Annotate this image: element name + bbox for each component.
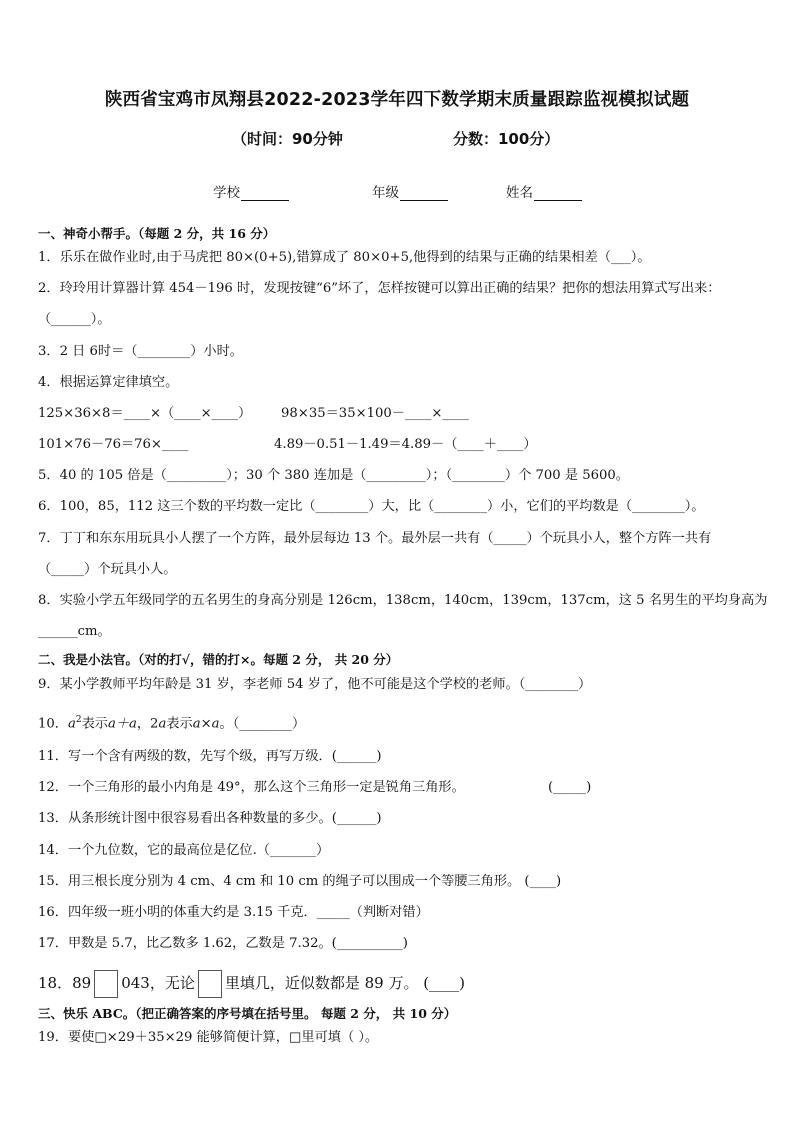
- question-4d: 4.89－0.51－1.49＝4.89－（____＋____）: [274, 437, 537, 452]
- question-18-part1: 18．89: [38, 974, 92, 992]
- field-grade-blank[interactable]: [400, 186, 448, 201]
- question-16: 16．四年级一班小明的体重大约是 3.15 千克．_____（判断对错）: [38, 905, 429, 920]
- section-2-heading: 二、我是小法官。（对的打√，错的打×。每题 2 分， 共 20 分）: [38, 652, 399, 667]
- digit-box[interactable]: [94, 970, 118, 998]
- question-10: [38, 711, 305, 733]
- question-19: 19．要使□×29＋35×29 能够简便计算，□里可填（ ）。: [38, 1030, 379, 1045]
- question-18-part3: 里填几，近似数都是 89 万。 (____): [224, 974, 465, 992]
- question-4b: 98×35＝35×100－____×____: [281, 406, 469, 421]
- question-7-line2: （_____）个玩具小人。: [38, 562, 177, 577]
- subtitle-score: 分数：100分）: [453, 130, 560, 148]
- field-name-label: 姓名: [506, 185, 533, 201]
- field-school-blank[interactable]: [241, 186, 289, 201]
- question-18: [38, 970, 465, 998]
- field-name: [506, 181, 582, 201]
- subtitle-time: （时间：90分钟: [232, 130, 343, 148]
- question-12-blank: (_____): [548, 780, 592, 795]
- question-10-a: a: [67, 716, 76, 732]
- question-17: 17．甲数是 5.7，比乙数多 1.62，乙数是 7.32。(__________): [38, 936, 408, 951]
- question-2-line2: （______）。: [38, 312, 111, 327]
- question-10-text1: 表示: [81, 716, 108, 732]
- question-10-apa: a＋a: [107, 716, 137, 732]
- section-3-heading: 三、快乐 ABC。（把正确答案的序号填在括号里。 每题 2 分， 共 10 分）: [38, 1006, 457, 1021]
- question-13: 13．从条形统计图中很容易看出各种数量的多少。(______): [38, 811, 382, 826]
- question-4c: 101×76－76＝76×____: [38, 437, 189, 452]
- question-10-exponent: 2: [75, 715, 82, 725]
- question-7-line1: 7．丁丁和东东用玩具小人摆了一个方阵，最外层每边 13 个。最外层一共有（_____）个玩具小人，整个方阵一共有: [38, 531, 712, 546]
- question-2-line1: 2．玲玲用计算器计算 454－196 时，发现按键“6”坏了，怎样按键可以算出正确的结果？把你的想法用算式写出来：: [38, 281, 721, 296]
- page-title: 陕西省宝鸡市凤翔县2022-2023学年四下数学期末质量跟踪监视模拟试题: [104, 90, 690, 110]
- question-8-line1: 8．实验小学五年级同学的五名男生的身高分别是 126cm，138cm，140cm，139cm，137cm，这 5 名男生的平均身高为: [38, 593, 768, 608]
- question-11: 11．写一个含有两级的数，先写个级，再写万级．(______): [38, 749, 382, 764]
- question-5: 5．40 的 105 倍是（_________）；30 个 380 连加是（_________）；（________）个 700 是 5600。: [38, 468, 629, 483]
- question-8-line2: ______cm。: [38, 624, 111, 639]
- question-14: 14．一个九位数，它的最高位是亿位.（_______）: [38, 843, 330, 858]
- question-15: 15．用三根长度分别为 4 cm、4 cm 和 10 cm 的绳子可以围成一个等腰三角形。 (____): [38, 874, 562, 889]
- question-9: 9．某小学教师平均年龄是 31 岁，李老师 54 岁了，他不可能是这个学校的老师。（________）: [38, 677, 592, 692]
- section-1-heading: 一、神奇小帮手。（每题 2 分，共 16 分）: [38, 226, 276, 241]
- question-3: 3．2 日 6时＝（________）小时。: [38, 344, 243, 359]
- question-1: 1．乐乐在做作业时,由于马虎把 80×(0+5),错算成了 80×0+5,他得到的结果与正确的结果相差（___）。: [38, 250, 651, 265]
- field-name-blank[interactable]: [534, 186, 582, 201]
- question-10-text2: ，2: [136, 716, 159, 732]
- field-school: [213, 181, 289, 201]
- question-10-axa: a×a: [192, 716, 220, 732]
- field-grade: [372, 181, 448, 201]
- question-4a: 125×36×8＝____×（____×____）: [38, 406, 252, 421]
- field-grade-label: 年级: [372, 185, 399, 201]
- question-4: 4．根据运算定律填空。: [38, 375, 179, 390]
- question-10-text3: 表示: [166, 716, 193, 732]
- question-12: 12．一个三角形的最小内角是 49°，那么这个三角形一定是锐角三角形。: [38, 780, 465, 795]
- question-10-a2: a: [158, 716, 167, 732]
- question-6: 6．100，85，112 这三个数的平均数一定比（________）大，比（________）小，它们的平均数是（________）。: [38, 499, 705, 514]
- question-10-end: 。（________）: [219, 716, 306, 732]
- field-school-label: 学校: [213, 185, 240, 201]
- question-18-part2: 043，无论: [121, 974, 195, 992]
- question-10-prefix: 10．: [38, 716, 68, 732]
- digit-box[interactable]: [198, 970, 222, 998]
